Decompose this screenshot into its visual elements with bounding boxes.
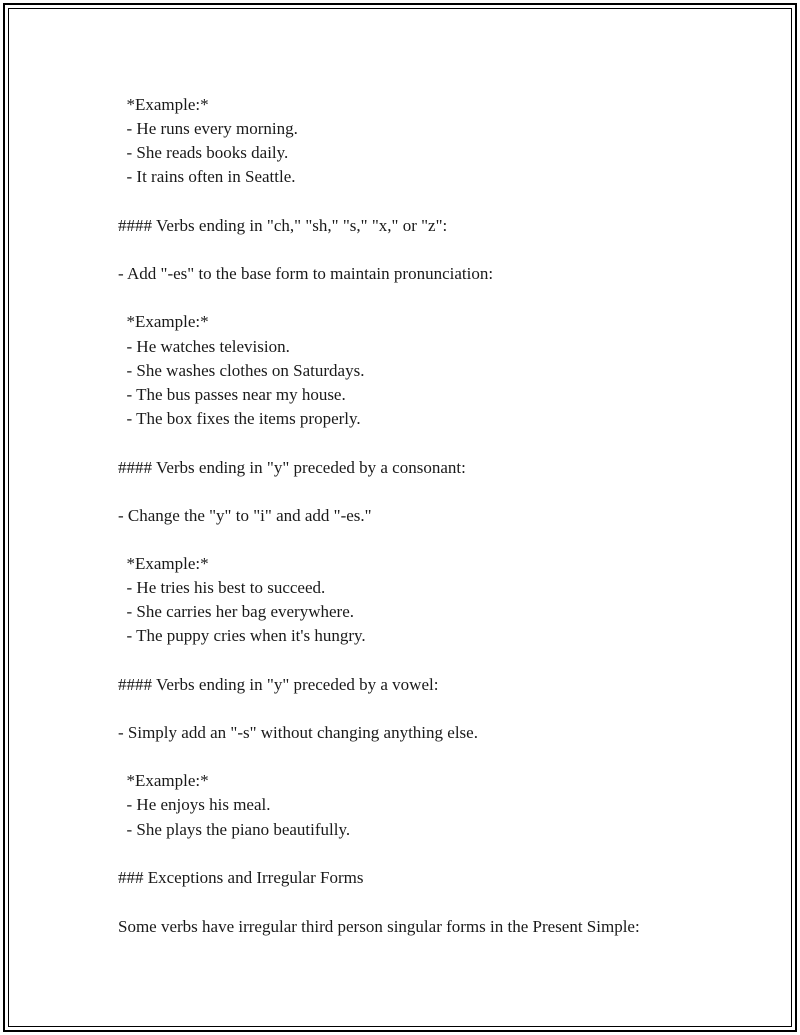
example-item: - He enjoys his meal. (118, 795, 271, 814)
section-heading: ### Exceptions and Irregular Forms (118, 868, 364, 887)
example-item: - He tries his best to succeed. (118, 578, 326, 597)
example-label: *Example:* (118, 312, 209, 331)
example-item: - It rains often in Seattle. (118, 167, 296, 186)
example-item: - She plays the piano beautifully. (118, 820, 351, 839)
paragraph-text: Some verbs have irregular third person singular forms in the Present Simple: (118, 917, 640, 936)
rule-text: - Change the "y" to "i" and add "-es." (118, 506, 372, 525)
example-label: *Example:* (118, 554, 209, 573)
section-heading: #### Verbs ending in "ch," "sh," "s," "x," or "z": (118, 216, 448, 235)
example-label: *Example:* (118, 95, 209, 114)
section-heading: #### Verbs ending in "y" preceded by a vowel: (118, 675, 439, 694)
example-item: - She reads books daily. (118, 143, 289, 162)
rule-text: - Add "-es" to the base form to maintain pronunciation: (118, 264, 494, 283)
example-item: - She carries her bag everywhere. (118, 602, 354, 621)
example-item: - She washes clothes on Saturdays. (118, 361, 365, 380)
example-item: - The puppy cries when it's hungry. (118, 626, 366, 645)
rule-text: - Simply add an "-s" without changing anything else. (118, 723, 478, 742)
example-label: *Example:* (118, 771, 209, 790)
example-item: - He watches television. (118, 337, 290, 356)
example-item: - He runs every morning. (118, 119, 298, 138)
example-item: - The bus passes near my house. (118, 385, 346, 404)
section-heading: #### Verbs ending in "y" preceded by a consonant: (118, 458, 466, 477)
example-item: - The box fixes the items properly. (118, 409, 361, 428)
